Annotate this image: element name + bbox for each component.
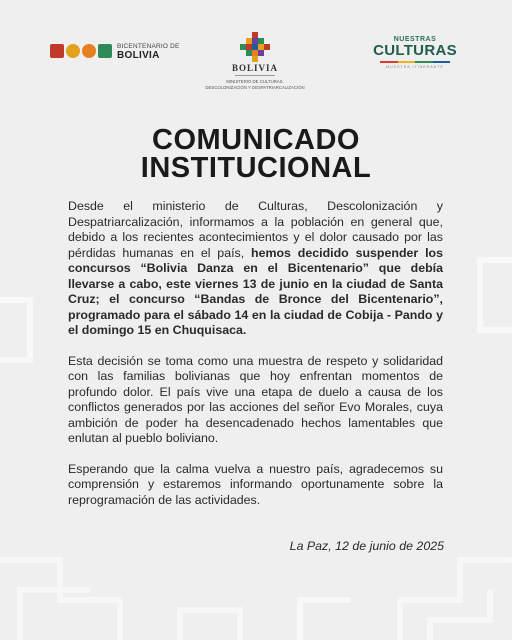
ministry-name-line1: MINISTERIO DE CULTURAS,	[226, 79, 284, 84]
title-line-2: INSTITUCIONAL	[140, 152, 372, 184]
nuestras-label: NUESTRAS	[393, 36, 437, 43]
ministry-logo-name: BOLIVIA	[231, 63, 278, 73]
page-title	[0, 126, 512, 182]
muestra-label: MUESTRA ITINERANTE	[386, 65, 444, 69]
bicentenario-logo	[50, 42, 180, 60]
nuestras-culturas-logo	[372, 36, 458, 69]
ministry-logo	[190, 32, 320, 90]
culturas-label: CULTURAS	[373, 42, 457, 59]
paragraph-1	[68, 199, 443, 339]
title-line-1: COMUNICADO	[152, 124, 360, 156]
divider	[235, 75, 275, 76]
color-bar	[380, 61, 450, 63]
paragraph-2: Esta decisión se toma como una muestra de respeto y solidaridad con las familias bolivianas que hoy enfrentan momentos de profundo dolor. El país vive una etapa de duelo a causa de los conflictos generados por las acciones del señor Evo Morales, cuya ambición de poder ha desencadenado hechos lamentables que enlutan al pueblo boliviano.	[68, 353, 443, 445]
paragraph-3: Esperando que la calma vuelva a nuestro país, agradecemos su comprensión y estaremos informando oportunamente sobre la reprogramación de las actividades.	[68, 461, 443, 507]
logo-square-icon	[50, 44, 64, 58]
communique-body	[68, 199, 443, 523]
ministry-name-line2: DESCOLONIZACIÓN Y DESPATRIARCALIZACIÓN	[205, 84, 305, 90]
paragraph-1-text: Desde el ministerio de Culturas, Descolonización y Despatriarcalización, informamos a la población en general que, debido a los recientes acontecimientos y el dolor causado por las pérdidas humanas en el país,	[68, 199, 443, 260]
paragraph-1-bold: hemos decidido suspender los concursos “Bolivia Danza en el Bicentenario” que debía llevarse a cabo, este viernes 13 de junio en la ciudad de Santa Cruz; el concurso “Bandas de Bronce del Bicentenario”, programado para el sábado 14 en la ciudad de Cobija - Pando y el domingo 15 en Chuquisaca.	[68, 245, 443, 337]
header	[0, 32, 512, 102]
ministry-emblem-icon	[240, 32, 270, 62]
logo-square-icon	[82, 44, 96, 58]
date-line: La Paz, 12 de junio de 2025	[289, 539, 444, 553]
bolivia-label: BOLIVIA	[117, 50, 160, 61]
logo-square-icon	[98, 44, 112, 58]
bicentenario-label: BICENTENARIO DE	[117, 43, 180, 50]
logo-square-icon	[66, 44, 80, 58]
